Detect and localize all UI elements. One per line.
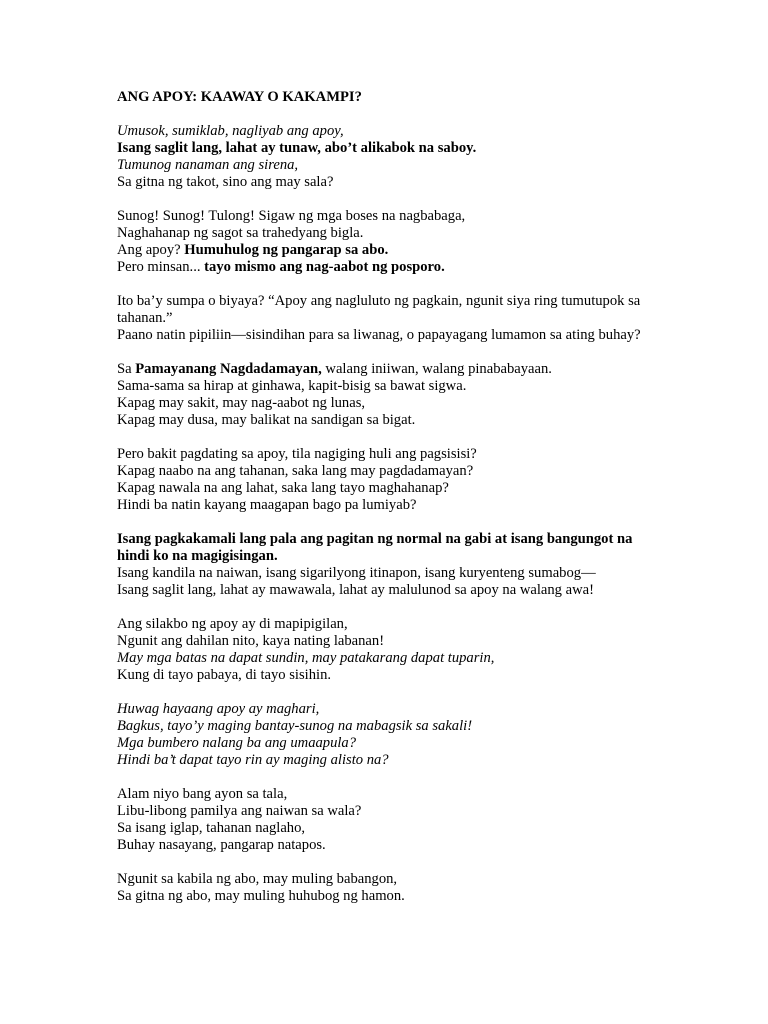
poem-line — [117, 616, 657, 633]
poem-line — [117, 293, 657, 327]
poem-line — [117, 718, 657, 735]
line-segment: Umusok, sumiklab, nagliyab ang apoy, — [117, 123, 344, 139]
line-segment: Sa gitna ng takot, sino ang may sala? — [117, 174, 334, 190]
poem-line — [117, 582, 657, 599]
poem-line — [117, 531, 657, 565]
poem-line — [117, 259, 657, 276]
line-segment: Kapag nawala na ang lahat, saka lang tayo maghahanap? — [117, 480, 449, 496]
line-segment: Kapag may sakit, may nag-aabot ng lunas, — [117, 395, 366, 411]
poem-line — [117, 565, 657, 582]
poem-body — [117, 123, 657, 905]
line-segment: Alam niyo bang ayon sa tala, — [117, 786, 288, 802]
stanza — [117, 701, 657, 769]
stanza — [117, 871, 657, 905]
poem-line — [117, 803, 657, 820]
line-segment: Hindi ba’t dapat tayo rin ay maging alisto na? — [117, 752, 389, 768]
poem-line — [117, 480, 657, 497]
line-segment: Sa — [117, 361, 136, 377]
line-segment: walang iniiwan, walang pinababayaan. — [321, 361, 552, 377]
line-segment: Sama-sama sa hirap at ginhawa, kapit-bisig sa bawat sigwa. — [117, 378, 467, 394]
poem-line — [117, 752, 657, 769]
line-segment: Humuhulog ng pangarap sa abo. — [184, 242, 389, 258]
stanza — [117, 361, 657, 429]
line-segment: Huwag hayaang apoy ay maghari, — [117, 701, 320, 717]
poem-line — [117, 378, 657, 395]
poem-line — [117, 735, 657, 752]
poem-line — [117, 208, 657, 225]
line-segment: Kung di tayo pabaya, di tayo sisihin. — [117, 667, 332, 683]
stanza — [117, 786, 657, 854]
line-segment: Ngunit ang dahilan nito, kaya nating labanan! — [117, 633, 385, 649]
stanza — [117, 208, 657, 276]
poem-line — [117, 395, 657, 412]
poem-line — [117, 463, 657, 480]
stanza — [117, 293, 657, 344]
line-segment: May mga batas na dapat sundin, may patakarang dapat tuparin, — [117, 650, 495, 666]
line-segment: Pero minsan... — [117, 259, 205, 275]
poem-content — [117, 89, 657, 905]
poem-line — [117, 140, 657, 157]
line-segment: Buhay nasayang, pangarap natapos. — [117, 837, 326, 853]
poem-line — [117, 242, 657, 259]
line-segment: Isang saglit lang, lahat ay mawawala, lahat ay malulunod sa apoy na walang awa! — [117, 582, 594, 598]
poem-line — [117, 446, 657, 463]
line-segment: Mga bumbero nalang ba ang umaapula? — [117, 735, 357, 751]
line-segment: Kapag naabo na ang tahanan, saka lang may pagdadamayan? — [117, 463, 474, 479]
line-segment: Naghahanap ng sagot sa trahedyang bigla. — [117, 225, 364, 241]
line-segment: Isang saglit lang, lahat ay tunaw, abo’t alikabok na saboy. — [117, 140, 477, 156]
poem-line — [117, 123, 657, 140]
poem-line — [117, 871, 657, 888]
line-segment: Tumunog nanaman ang sirena, — [117, 157, 299, 173]
line-segment: Libu-libong pamilya ang naiwan sa wala? — [117, 803, 362, 819]
poem-line — [117, 837, 657, 854]
poem-line — [117, 412, 657, 429]
poem-line — [117, 361, 657, 378]
stanza — [117, 531, 657, 599]
line-segment: Isang pagkakamali lang pala ang pagitan ng normal na gabi at isang bangungot na hindi ko na magigisingan. — [117, 531, 633, 564]
line-segment: tayo mismo ang nag-aabot ng posporo. — [204, 259, 445, 275]
line-segment: Isang kandila na naiwan, isang sigarilyong itinapon, isang kuryenteng sumabog— — [117, 565, 596, 581]
line-segment: Ang apoy? — [117, 242, 185, 258]
poem-title: ANG APOY: KAAWAY O KAKAMPI? — [117, 89, 362, 105]
poem-line — [117, 633, 657, 650]
line-segment: Bagkus, tayo’y maging bantay-sunog na mabagsik sa sakali! — [117, 718, 473, 734]
stanza — [117, 616, 657, 684]
line-segment: Sa gitna ng abo, may muling huhubog ng hamon. — [117, 888, 405, 904]
line-segment: Pero bakit pagdating sa apoy, tila nagiging huli ang pagsisisi? — [117, 446, 477, 462]
line-segment: Pamayanang Nagdadamayan, — [135, 361, 322, 377]
poem-line — [117, 786, 657, 803]
line-segment: Ito ba’y sumpa o biyaya? “Apoy ang nagluluto ng pagkain, ngunit siya ring tumutupok sa tahanan.” — [117, 293, 641, 326]
poem-line — [117, 667, 657, 684]
line-segment: Kapag may dusa, may balikat na sandigan sa bigat. — [117, 412, 416, 428]
poem-line — [117, 327, 657, 344]
line-segment: Ang silakbo ng apoy ay di mapipigilan, — [117, 616, 348, 632]
stanza — [117, 123, 657, 191]
line-segment: Paano natin pipiliin—sisindihan para sa liwanag, o papayagang lumamon sa ating buhay? — [117, 327, 641, 343]
stanza — [117, 446, 657, 514]
line-segment: Sunog! Sunog! Tulong! Sigaw ng mga boses na nagbabaga, — [117, 208, 466, 224]
poem-line — [117, 701, 657, 718]
poem-line — [117, 820, 657, 837]
poem-line — [117, 650, 657, 667]
line-segment: Ngunit sa kabila ng abo, may muling babangon, — [117, 871, 398, 887]
poem-line — [117, 225, 657, 242]
line-segment: Hindi ba natin kayang maagapan bago pa lumiyab? — [117, 497, 417, 513]
poem-line — [117, 174, 657, 191]
line-segment: Sa isang iglap, tahanan naglaho, — [117, 820, 306, 836]
poem-line — [117, 888, 657, 905]
poem-line — [117, 497, 657, 514]
poem-line — [117, 157, 657, 174]
